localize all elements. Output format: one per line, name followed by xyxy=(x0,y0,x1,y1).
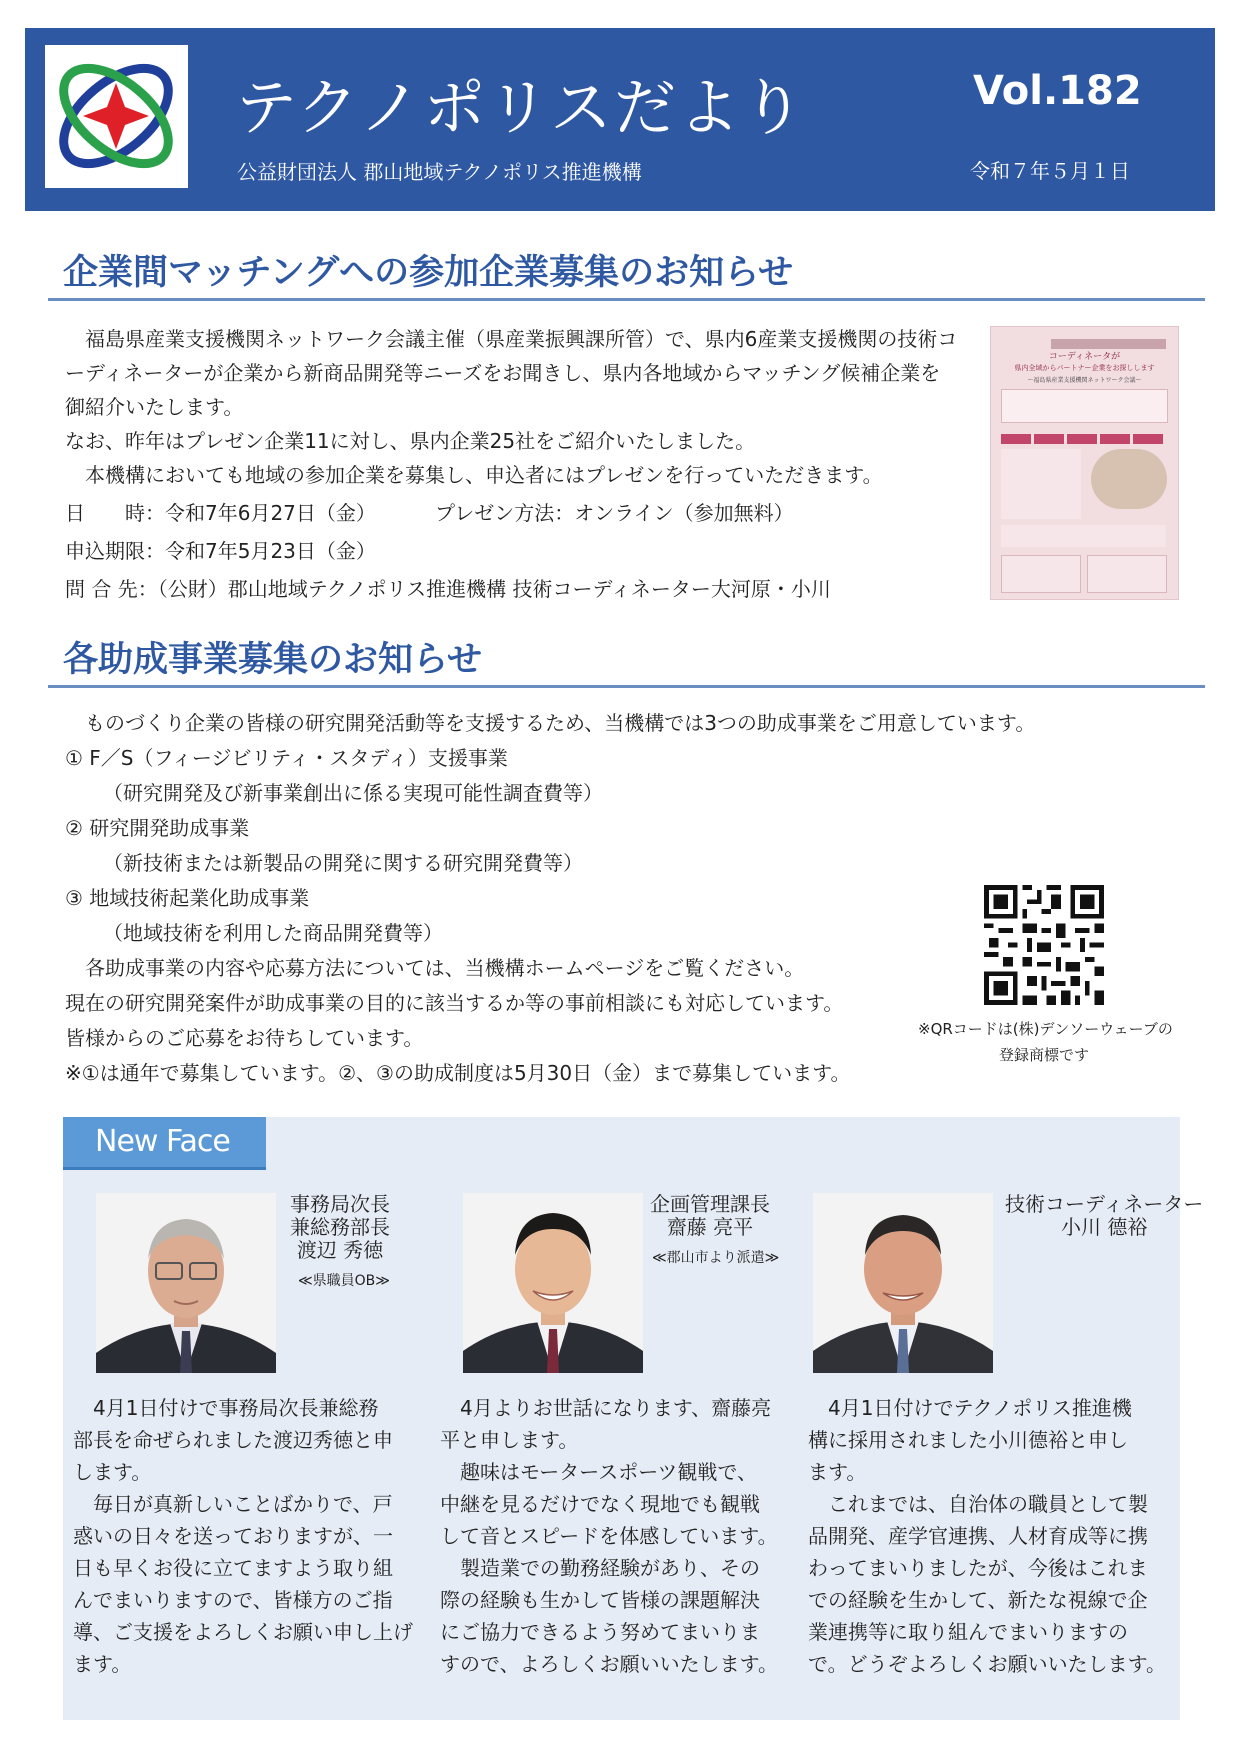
message-line: 平と申します。 xyxy=(440,1428,579,1452)
message-line: での経験を生かして、新たな視線で企 xyxy=(808,1588,1148,1612)
grant-item-title: ② 研究開発助成事業 xyxy=(65,816,250,840)
person2-message xyxy=(440,1392,778,1680)
section2-closing-line: 各助成事業の内容や応募方法については、当機構ホームページをご覧ください。 xyxy=(65,956,805,980)
message-line: これまでは、自治体の職員として製 xyxy=(808,1492,1148,1516)
section1-paragraph-line: 福島県産業支援機関ネットワーク会議主催（県産業振興課所管）で、県内6産業支援機関の技術コ xyxy=(65,327,958,351)
flyer-box-left xyxy=(1001,555,1081,593)
section2-closing-note: ※①は通年で募集しています。②、③の助成制度は5月30日（金）まで募集しています。 xyxy=(65,1061,851,1085)
person1-title-line: 兼総務部長 xyxy=(290,1215,390,1239)
person2-title-line: 企画管理課長 xyxy=(650,1192,770,1216)
message-line: んでまいりますので、皆様方のご指 xyxy=(73,1588,393,1612)
section2-divider xyxy=(48,685,1205,688)
header-banner xyxy=(25,28,1215,211)
flyer-box-right xyxy=(1087,555,1167,593)
section1-divider xyxy=(48,298,1205,301)
flyer-text-block xyxy=(1001,389,1168,423)
message-line: します。 xyxy=(73,1460,152,1484)
message-line: で。どうぞよろしくお願いいたします。 xyxy=(808,1652,1166,1676)
section2-closing-line: 皆様からのご応募をお待ちしています。 xyxy=(65,1026,424,1050)
section2-intro: ものづくり企業の皆様の研究開発活動等を支援するため、当機構では3つの助成事業をご用意しています。 xyxy=(65,711,1036,735)
qr-note-line: 登録商標です xyxy=(998,1046,1089,1064)
person2-title xyxy=(650,1193,770,1239)
message-line: 日も早くお役に立てますよう取り組 xyxy=(73,1556,393,1580)
grant-item-detail: （研究開発及び新事業創出に係る実現可能性調査費等） xyxy=(103,781,603,805)
person2-note: ≪郡山市より派遣≫ xyxy=(652,1250,780,1266)
message-line: 中継を見るだけでなく現地でも観戦 xyxy=(440,1492,760,1516)
organization-logo xyxy=(45,45,188,188)
organization-name: 公益財団法人 郡山地域テクノポリス推進機構 xyxy=(237,160,642,184)
portrait-photo-saito xyxy=(463,1193,643,1373)
message-line: 際の経験も生かして皆様の課題解決 xyxy=(440,1588,760,1612)
section1-heading: 企業間マッチングへの参加企業募集のお知らせ xyxy=(63,253,794,293)
section1-paragraph-line: 本機構においても地域の参加企業を募集し、申込者にはプレゼンを行っていただきます。 xyxy=(65,463,883,487)
section1-paragraph-line: ーディネーターが企業から新商品開発等ニーズをお聞きし、県内各地域からマッチング候補企業を xyxy=(65,361,941,385)
portrait-photo-ogawa xyxy=(813,1193,993,1373)
flyer-steps xyxy=(1001,429,1166,443)
flyer-header-bar xyxy=(1051,339,1166,349)
event-date: 日 時：令和7年6月27日（金） xyxy=(65,501,376,525)
person3-title-line: 技術コーディネーター xyxy=(1005,1192,1204,1216)
message-line: 部長を命ぜられました渡辺秀徳と申 xyxy=(73,1428,393,1452)
person3-name: 小川 德裕 xyxy=(1061,1215,1148,1239)
message-line: 4月1日付けで事務局次長兼総務 xyxy=(73,1396,379,1420)
message-line: すので、よろしくお願いいたします。 xyxy=(440,1652,778,1676)
message-line: 業連携等に取り組んでまいりますの xyxy=(808,1620,1128,1644)
person1-message xyxy=(73,1392,413,1680)
message-line: わってまいりましたが、今後はこれま xyxy=(808,1556,1148,1580)
portrait-photo-watanabe xyxy=(96,1193,276,1373)
person1-name: 渡辺 秀徳 xyxy=(296,1238,384,1262)
message-line: 趣味はモータースポーツ観戦で、 xyxy=(440,1460,757,1484)
homepage-qr-code[interactable] xyxy=(984,885,1104,1005)
message-line: 毎日が真新しいことばかりで、戸 xyxy=(73,1492,393,1516)
presentation-method: プレゼン方法：オンライン（参加無料） xyxy=(435,501,794,525)
person1-title-line: 事務局次長 xyxy=(290,1192,390,1216)
message-line: 製造業での勤務経験があり、その xyxy=(440,1556,760,1580)
grant-item-detail: （新技術または新製品の開発に関する研究開発費等） xyxy=(103,851,583,875)
message-line: ます。 xyxy=(73,1652,132,1676)
person1-title xyxy=(290,1193,390,1262)
section2-heading: 各助成事業募集のお知らせ xyxy=(63,640,482,680)
flyer-network: ～福島県産業支援機関ネットワーク会議～ xyxy=(1027,377,1142,384)
person3-title xyxy=(1005,1193,1203,1239)
message-line: 導、ご支援をよろしくお願い申し上げ xyxy=(73,1620,413,1644)
grant-item-title: ① F／S（フィージビリティ・スタディ）支援事業 xyxy=(65,746,508,770)
contact-info: 問 合 先：（公財）郡山地域テクノポリス推進機構 技術コーディネーター大河原・小川 xyxy=(65,577,831,601)
message-line: 構に採用されました小川德裕と申し xyxy=(808,1428,1128,1452)
handshake-image xyxy=(1091,449,1167,509)
qr-trademark-note xyxy=(918,1016,1173,1068)
section1-paragraph-line: なお、昨年はプレゼン企業11に対し、県内企業25社をご紹介いたしました。 xyxy=(65,429,756,453)
application-deadline: 申込期限：令和7年5月23日（金） xyxy=(65,539,376,563)
message-line: 品開発、産学官連携、人材育成等に携 xyxy=(808,1524,1148,1548)
message-line: ます。 xyxy=(808,1460,867,1484)
message-line: 4月よりお世話になります、齋藤亮 xyxy=(440,1396,772,1420)
person2-name: 齋藤 亮平 xyxy=(666,1215,754,1239)
person3-message xyxy=(808,1392,1166,1680)
person1-note: ≪県職員OB≫ xyxy=(298,1273,390,1289)
message-line: にご協力できるよう努めてまいりま xyxy=(440,1620,760,1644)
flyer-list-block xyxy=(1001,449,1081,519)
section2-closing-line: 現在の研究開発案件が助成事業の目的に該当するか等の事前相談にも対応しています。 xyxy=(65,991,844,1015)
grant-item-title: ③ 地域技術起業化助成事業 xyxy=(65,886,310,910)
qr-note-line: ※QRコードは(株)デンソーウェーブの xyxy=(918,1020,1173,1038)
new-face-label: New Face xyxy=(95,1124,230,1159)
message-line: 4月1日付けでテクノポリス推進機 xyxy=(808,1396,1132,1420)
message-line: して音とスピードを体感しています。 xyxy=(440,1524,778,1548)
matching-flyer-thumbnail xyxy=(990,326,1179,600)
section1-paragraph-line: 御紹介いたします。 xyxy=(65,395,244,419)
grant-item-detail: （地域技術を利用した商品開発費等） xyxy=(103,921,443,945)
message-line: 惑いの日々を送っておりますが、一 xyxy=(73,1524,393,1548)
flyer-title: コーディネータが xyxy=(1048,352,1121,362)
flyer-info-block xyxy=(1001,525,1166,547)
volume-number: Vol.182 xyxy=(973,68,1142,114)
issue-date: 令和７年５月１日 xyxy=(970,159,1130,183)
newsletter-title: テクノポリスだより xyxy=(235,71,807,144)
flyer-subtitle: 県内全域からパートナー企業をお探しします xyxy=(1014,364,1155,372)
